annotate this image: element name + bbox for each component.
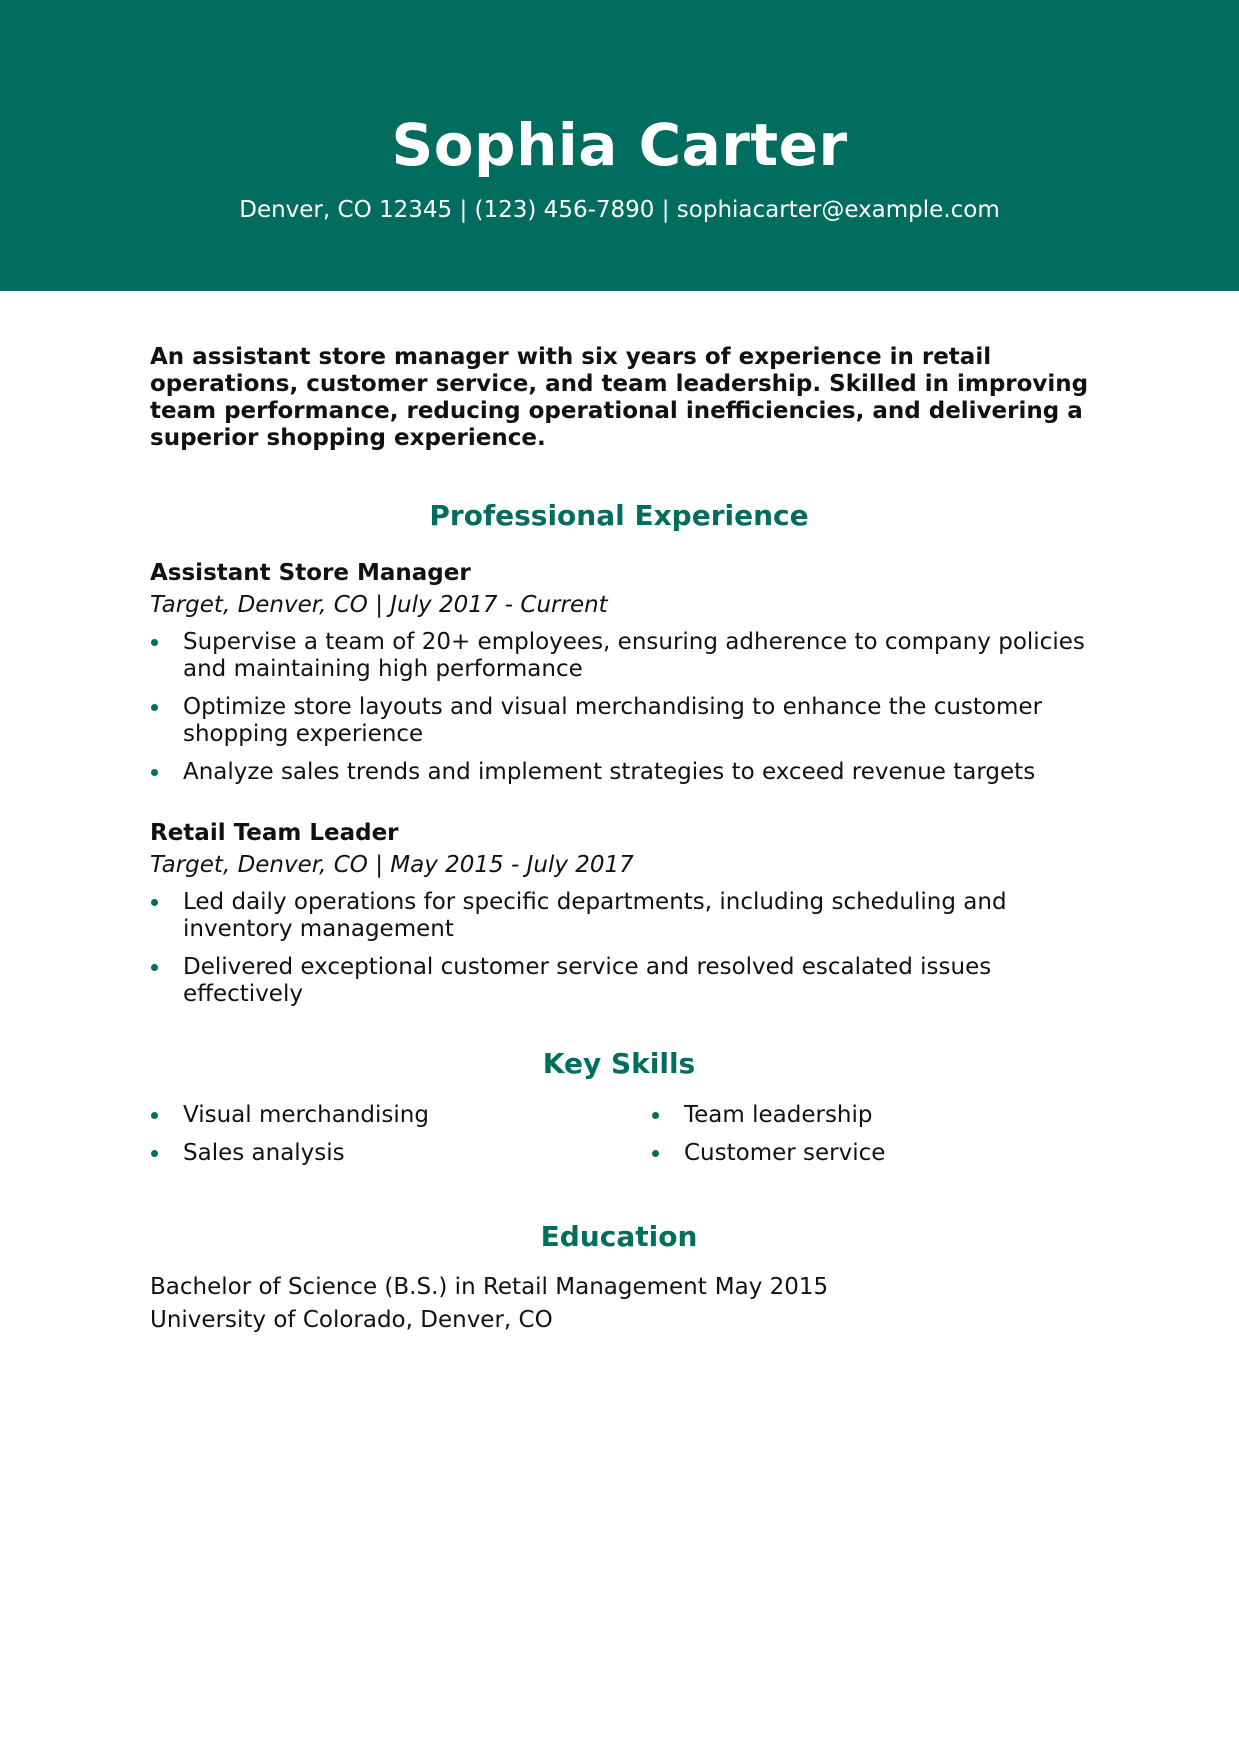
job-bullet: Supervise a team of 20+ employees, ensuring adherence to company policies and maintaining high performance — [150, 629, 1100, 683]
job-bullets — [150, 629, 1100, 786]
job-bullet: Optimize store layouts and visual merchandising to enhance the customer shopping experience — [150, 694, 1100, 748]
job-bullet: Analyze sales trends and implement strategies to exceed revenue targets — [150, 759, 1100, 786]
job-meta: Target, Denver, CO | July 2017 - Current — [150, 592, 608, 618]
job-title: Retail Team Leader — [150, 820, 399, 846]
graduation-date: May 2015 — [714, 1274, 829, 1300]
candidate-name: Sophia Carter — [391, 111, 848, 179]
job-bullet: Delivered exceptional customer service and resolved escalated issues effectively — [150, 954, 1100, 1008]
education-heading: Education — [540, 1220, 698, 1253]
skills-heading: Key Skills — [542, 1047, 696, 1080]
resume-body — [150, 344, 1100, 1337]
header-banner — [0, 0, 1239, 291]
degree-name: Bachelor of Science (B.S.) in Retail Management — [150, 1274, 707, 1300]
degree-line — [150, 1271, 1100, 1304]
education-entry — [150, 1271, 1100, 1337]
job-meta: Target, Denver, CO | May 2015 - July 2017 — [150, 852, 634, 878]
skills-list — [150, 1102, 1100, 1167]
skill-item: Sales analysis — [150, 1140, 651, 1167]
summary-paragraph: An assistant store manager with six years of experience in retail operations, customer service, and team leadership. Skilled in improving team performance, reducing operational inefficiencies, and delivering a superior shopping experience. — [150, 344, 1089, 451]
skill-item: Customer service — [651, 1140, 1071, 1167]
contact-line: Denver, CO 12345 | (123) 456-7890 | sophiacarter@example.com — [239, 197, 1000, 223]
job-entry — [150, 557, 1100, 786]
job-title: Assistant Store Manager — [150, 560, 471, 586]
job-bullet: Led daily operations for specific departments, including scheduling and inventory management — [150, 889, 1100, 943]
school-name: University of Colorado, Denver, CO — [150, 1307, 553, 1333]
job-bullets — [150, 889, 1100, 1008]
experience-heading: Professional Experience — [429, 499, 809, 532]
skill-item: Team leadership — [651, 1102, 1071, 1129]
skill-item: Visual merchandising — [150, 1102, 651, 1129]
job-entry — [150, 817, 1100, 1008]
